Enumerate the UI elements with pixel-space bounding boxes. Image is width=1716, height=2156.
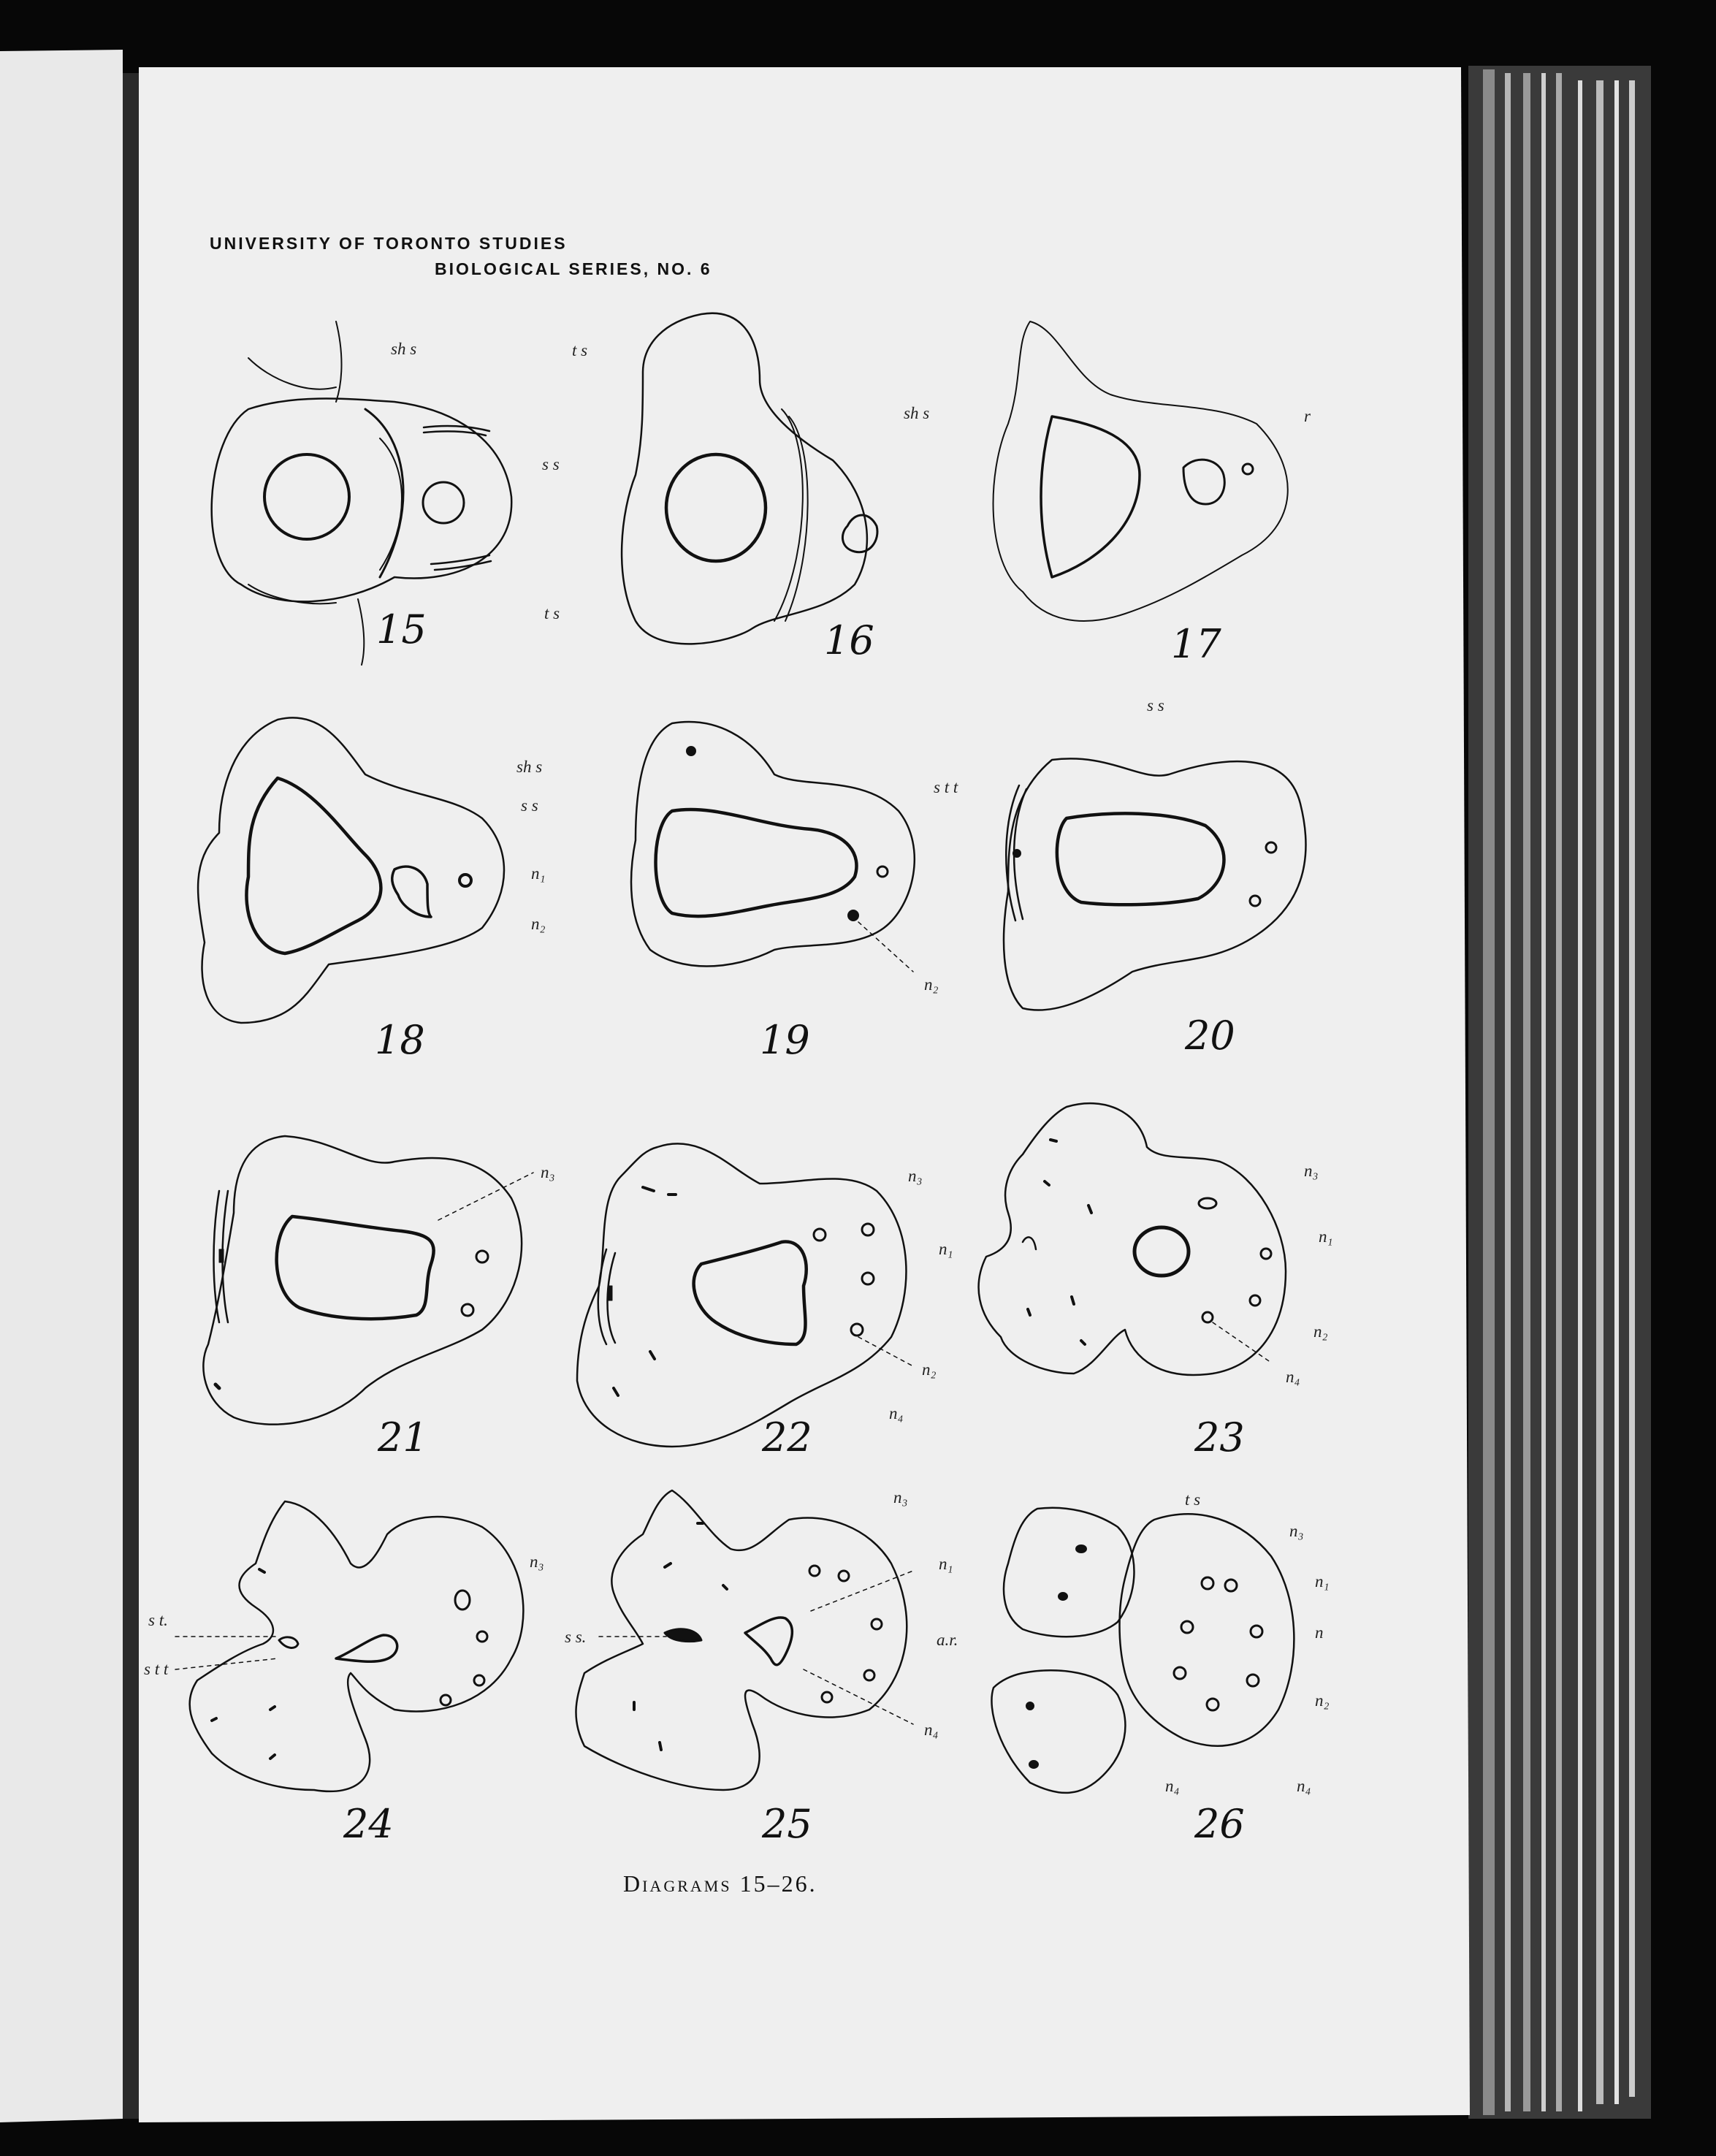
figure-number-23: 23 — [1194, 1414, 1245, 1460]
label-d18-ss: s s — [521, 796, 538, 815]
label-d26-n1: n₁ — [1315, 1572, 1330, 1591]
label-d19-n2: n₂ — [924, 975, 939, 994]
plate-caption: Diagrams 15–26. — [623, 1870, 817, 1897]
label-d25-n1: n₁ — [939, 1555, 953, 1573]
label-d25-n3: n₃ — [893, 1488, 908, 1506]
label-d18-n1: n₁ — [531, 864, 546, 883]
label-d25-n4: n₄ — [924, 1721, 939, 1739]
label-d18-n2: n₂ — [531, 915, 546, 933]
label-d26-ts: t s — [1185, 1490, 1201, 1509]
figure-number-16: 16 — [824, 617, 874, 663]
label-d24-n3: n₃ — [530, 1553, 544, 1571]
label-d23-n2: n₂ — [1313, 1322, 1328, 1341]
figure-number-18: 18 — [375, 1017, 425, 1063]
figure-number-20: 20 — [1185, 1013, 1235, 1059]
label-d26-n3: n₃ — [1289, 1522, 1304, 1540]
label-d21-n3: n₃ — [541, 1163, 555, 1181]
label-d26-n: n — [1315, 1623, 1324, 1642]
page-edges — [1468, 66, 1651, 2119]
label-d15-shs: sh s — [391, 340, 417, 358]
label-d24-stt: s t t — [144, 1660, 169, 1678]
label-d15-ts2: t s — [544, 604, 560, 622]
label-d23-n1: n₁ — [1319, 1227, 1333, 1246]
label-d22-n4: n₄ — [889, 1404, 904, 1422]
left-page — [0, 50, 123, 2122]
figure-number-21: 21 — [378, 1414, 428, 1460]
figure-number-17: 17 — [1171, 621, 1221, 667]
series-subtitle: BIOLOGICAL SERIES, NO. 6 — [435, 259, 712, 278]
label-d26-n4a: n₄ — [1165, 1777, 1180, 1795]
figure-number-25: 25 — [762, 1801, 812, 1847]
label-d23-n4: n₄ — [1286, 1368, 1300, 1386]
figure-number-22: 22 — [762, 1414, 812, 1460]
label-d23-n3: n₃ — [1304, 1162, 1319, 1180]
label-d22-n1: n₁ — [939, 1240, 953, 1258]
label-d18-shs: sh s — [516, 758, 543, 776]
label-d26-n2: n₂ — [1315, 1691, 1330, 1710]
figure-number-26: 26 — [1194, 1801, 1245, 1847]
label-d17-r: r — [1304, 407, 1311, 425]
figure-number-15: 15 — [376, 606, 427, 652]
label-d22-n2: n₂ — [922, 1360, 937, 1379]
figure-number-19: 19 — [760, 1017, 810, 1063]
label-d24-st: s t. — [148, 1611, 168, 1629]
label-d17-ss: s s — [1147, 696, 1164, 715]
label-d25-ss: s s. — [565, 1628, 587, 1646]
label-d19-stt: s t t — [934, 778, 958, 796]
label-d15-ss: s s — [542, 455, 560, 473]
label-d22-n3: n₃ — [908, 1167, 923, 1185]
series-title: UNIVERSITY OF TORONTO STUDIES — [210, 234, 568, 253]
label-d16-shs: sh s — [904, 404, 930, 422]
label-d26-n4b: n₄ — [1297, 1777, 1311, 1795]
label-d15-ts: t s — [572, 341, 588, 359]
figure-number-24: 24 — [343, 1801, 394, 1847]
label-d25-ar: a.r. — [937, 1631, 958, 1649]
